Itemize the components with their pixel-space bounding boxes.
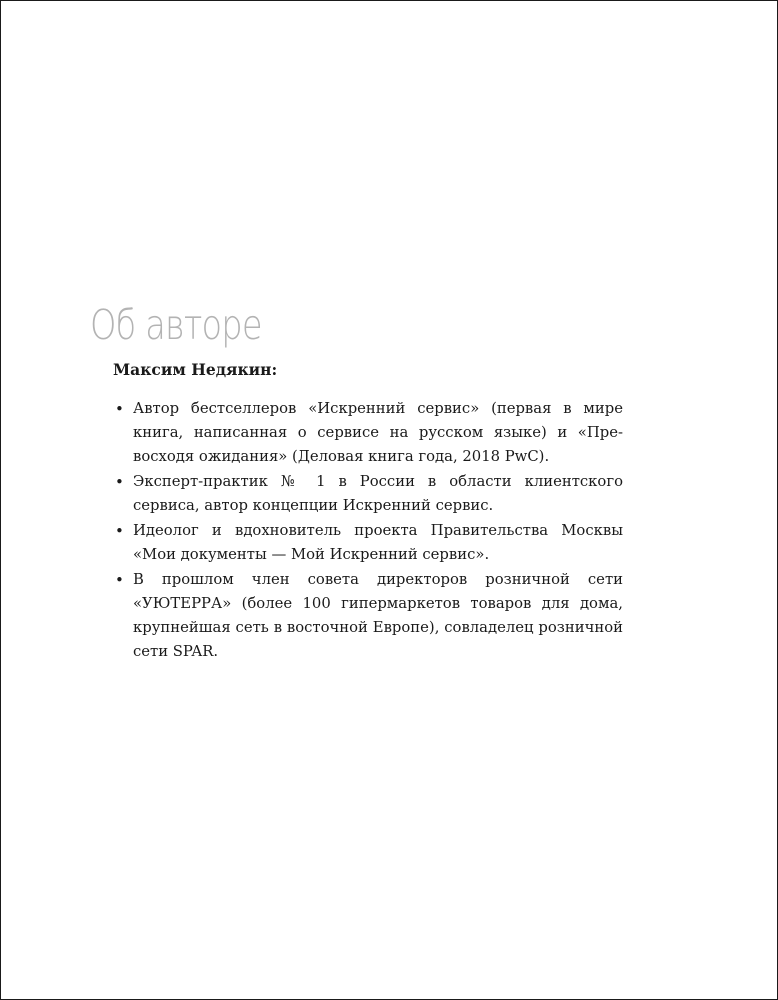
- author-bio-list: [113, 397, 623, 665]
- bio-item-text: В прошлом член совета директоров розничной сети «УЮТЕРРА» (более 100 гипермаркетов товаров для дома, крупнейшая сеть в восточной Европе), совладелец розничной сети SPAR.: [133, 571, 623, 660]
- bio-item-ideologist: [113, 519, 623, 567]
- bullet-icon: [115, 519, 125, 544]
- section-title: Об авторе: [90, 301, 262, 349]
- bio-item-text: Эксперт-практик № 1 в России в области клиентского сервиса, автор концепции Искренний сервис.: [133, 473, 623, 514]
- bio-item-text: Автор бестселлеров «Искренний сервис» (первая в мире книга, написанная о сервисе на русском языке) и «Превосходя ожидания» (Деловая книга года, 2018 PwC).: [133, 400, 623, 465]
- bio-item-text: Идеолог и вдохновитель проекта Правительства Москвы «Мои документы — Мой Искренний сервис».: [133, 522, 623, 563]
- bullet-icon: [115, 470, 125, 495]
- bullet-icon: [115, 397, 125, 422]
- bio-item-bestsellers: [113, 397, 623, 469]
- bio-item-expert: [113, 470, 623, 518]
- author-name: Максим Недякин:: [113, 360, 278, 379]
- bullet-icon: [115, 568, 125, 593]
- bio-item-board-member: [113, 568, 623, 664]
